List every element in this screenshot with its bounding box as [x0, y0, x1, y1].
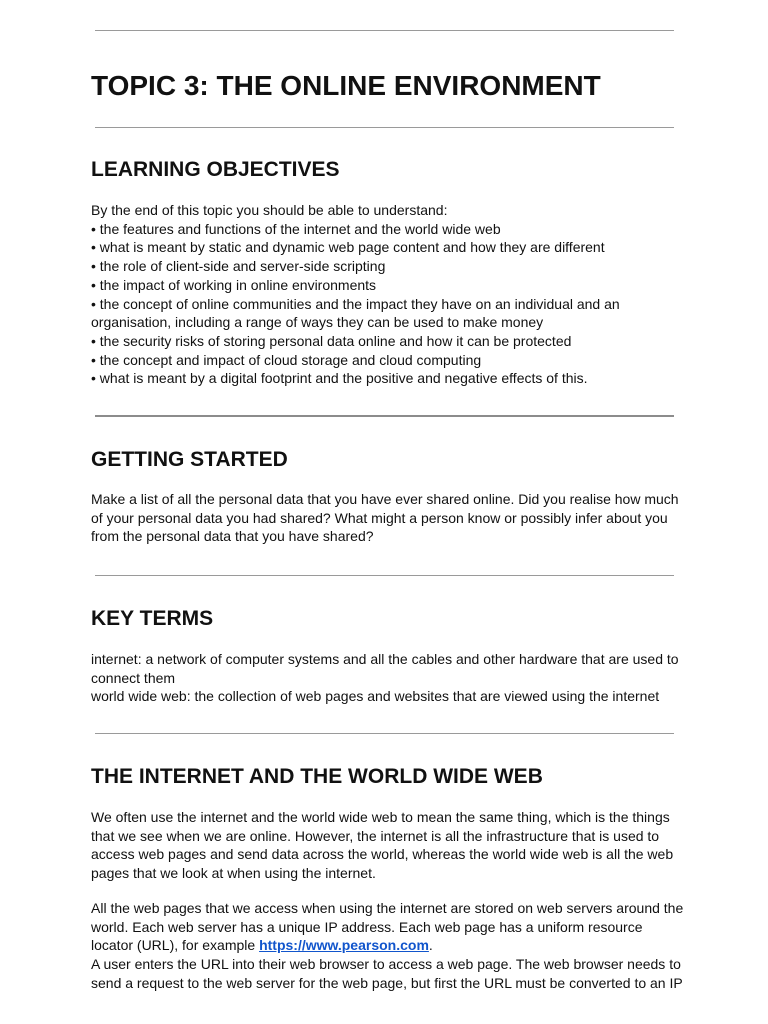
- learning-objective-line: • what is meant by a digital footprint and the positive and negative effects of this.: [91, 370, 588, 387]
- learning-objective-line: • the concept and impact of cloud storage and cloud computing: [91, 351, 482, 368]
- getting-started-line: from the personal data that you have shared?: [91, 528, 374, 545]
- learning-objective-line: • the concept of online communities and the impact they have on an individual and an: [91, 295, 620, 312]
- internet-www-link-line: [91, 936, 691, 955]
- divider-top: [95, 30, 674, 31]
- getting-started-text: [91, 490, 691, 546]
- key-term-line: world wide web: the collection of web pages and websites that are viewed using the internet: [91, 688, 660, 705]
- learning-objective-line: organisation, including a range of ways they can be used to make money: [91, 314, 544, 331]
- getting-started-heading: GETTING STARTED: [91, 448, 288, 471]
- key-term-line: connect them: [91, 669, 176, 686]
- key-terms-text: [91, 650, 691, 706]
- learning-objective-line: • the impact of working in online environments: [91, 276, 377, 293]
- page-title: TOPIC 3: THE ONLINE ENVIRONMENT: [91, 70, 601, 101]
- internet-www-line: that we see when we are online. However, the internet is all the infrastructure that is used to: [91, 827, 660, 844]
- getting-started-line: of your personal data you had shared? What might a person know or possibly infer about you: [91, 509, 668, 526]
- learning-objective-line: • the role of client-side and server-side scripting: [91, 258, 386, 275]
- internet-www-line: world. Each web server has a unique IP address. Each web page has a uniform resource: [91, 918, 643, 935]
- learning-objectives-list: [91, 201, 691, 388]
- key-term-line: internet: a network of computer systems and all the cables and other hardware that are used to: [91, 651, 679, 667]
- learning-objective-line: • the features and functions of the internet and the world wide web: [91, 220, 501, 237]
- internet-www-line: pages that we look at when using the internet.: [91, 865, 376, 882]
- divider-after-getting-started: [95, 575, 674, 576]
- internet-www-line: We often use the internet and the world wide web to mean the same thing, which is the things: [91, 809, 670, 825]
- internet-www-paragraph-1: [91, 808, 691, 883]
- learning-objectives-heading: LEARNING OBJECTIVES: [91, 158, 340, 181]
- pearson-link[interactable]: https://www.pearson.com: [259, 937, 429, 954]
- divider-after-key-terms: [95, 733, 674, 734]
- getting-started-line: Make a list of all the personal data that you have ever shared online. Did you realise how much: [91, 491, 679, 507]
- divider-after-objectives: [95, 415, 674, 417]
- learning-objective-line: By the end of this topic you should be able to understand:: [91, 202, 448, 218]
- internet-www-paragraph-2: [91, 899, 691, 993]
- learning-objective-line: • the security risks of storing personal data online and how it can be protected: [91, 332, 572, 349]
- learning-objective-line: • what is meant by static and dynamic web page content and how they are different: [91, 239, 605, 256]
- internet-www-line: A user enters the URL into their web browser to access a web page. The web browser needs to: [91, 956, 681, 973]
- link-suffix-text: .: [428, 937, 433, 954]
- internet-www-heading: THE INTERNET AND THE WORLD WIDE WEB: [91, 765, 543, 788]
- divider-after-title: [95, 127, 674, 128]
- internet-www-line: access web pages and send data across the world, whereas the world wide web is all the web: [91, 846, 674, 863]
- internet-www-line: All the web pages that we access when using the internet are stored on web servers around the: [91, 900, 684, 916]
- link-prefix-text: locator (URL), for example: [91, 937, 260, 954]
- key-terms-heading: KEY TERMS: [91, 607, 214, 630]
- internet-www-line: send a request to the web server for the web page, but first the URL must be converted to an IP: [91, 974, 683, 991]
